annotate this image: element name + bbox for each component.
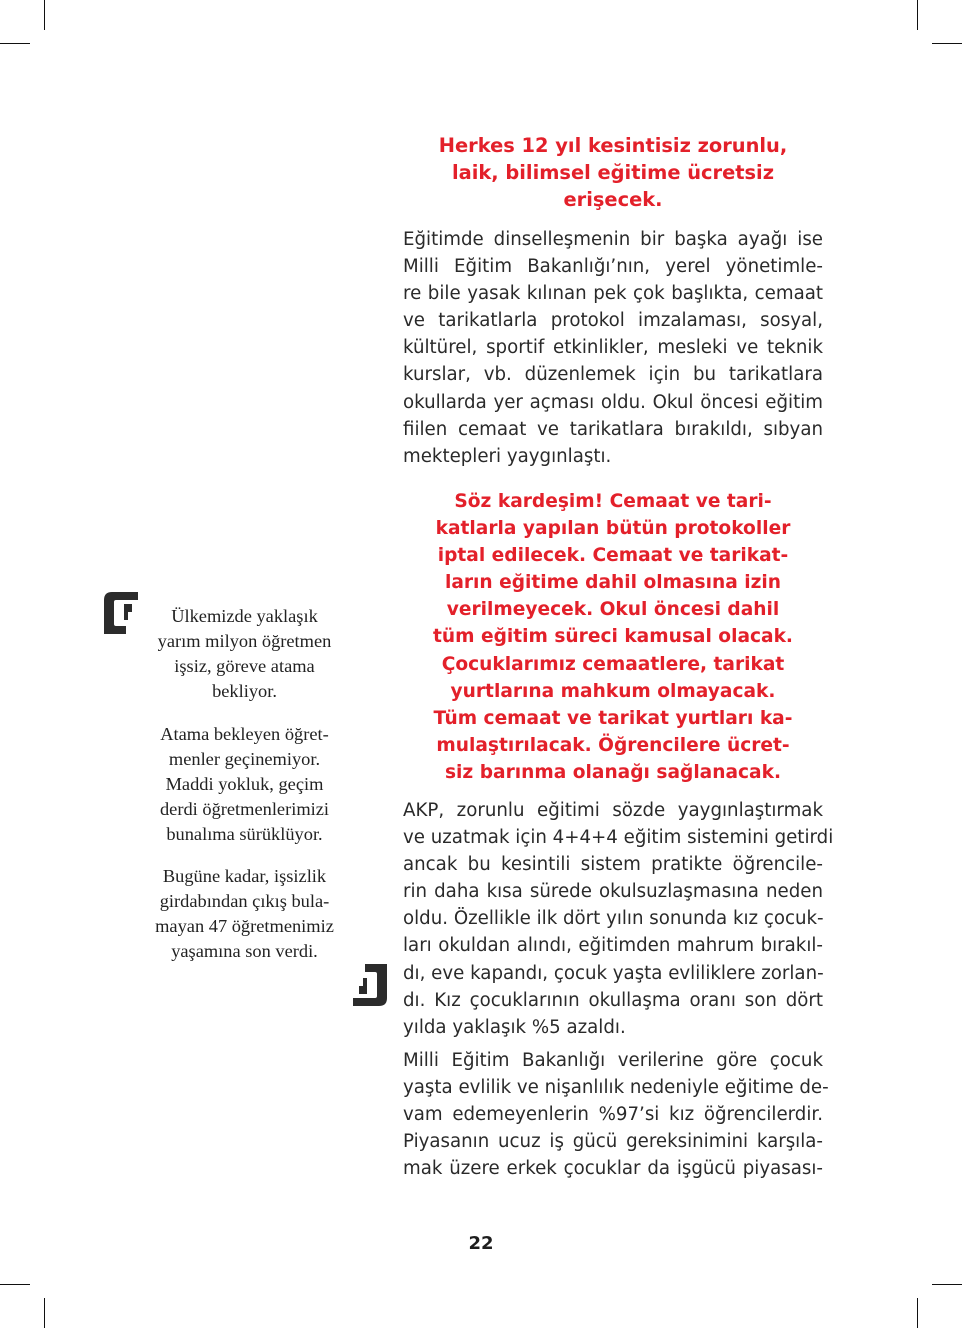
pull-quote-line: girdabından çıkış bula- [159, 891, 330, 911]
page-number: 22 [468, 1233, 494, 1254]
open-quote-icon [102, 590, 140, 636]
paragraph-line: rin daha kısa sürede okulsuzlaşmasına neden [403, 881, 823, 903]
heading-line: tüm eğitim süreci kamusal olacak. [432, 626, 793, 648]
crop-mark-tr-horizontal [932, 43, 962, 44]
crop-mark-br-vertical [917, 1298, 918, 1328]
paragraph-line: yaşta evlilik ve nişanlılık nedeniyle eğitime de- [403, 1077, 829, 1099]
crop-mark-br-horizontal [932, 1284, 962, 1285]
heading-line: erişecek. [563, 187, 663, 211]
pull-quote-line: Bugüne kadar, işsizlik [162, 866, 327, 886]
paragraph-meb-data [403, 1047, 829, 1182]
pull-quote-line: Atama bekleyen öğret- [160, 724, 329, 744]
heading-line: iptal edilecek. Cemaat ve tarikat- [437, 545, 789, 567]
paragraph-akp-444 [403, 797, 834, 1041]
crop-mark-bl-vertical [44, 1298, 45, 1328]
pull-quote-line: işsiz, göreve atama [174, 656, 315, 676]
paragraph-line: ve uzatmak için 4+4+4 eğitim sistemini getirdi [403, 827, 834, 849]
paragraph-line: Piyasanın ucuz iş gücü gereksinimini karşıla- [403, 1131, 823, 1153]
paragraph-line: kültürel, sportif etkinlikler, mesleki ve teknik [403, 337, 823, 359]
pull-quote-paragraph [142, 604, 347, 704]
pull-quote-paragraph [142, 864, 347, 964]
paragraph-line: dı, eve kapandı, çocuk yaşta evliliklere zorlan- [403, 962, 824, 984]
heading-line: siz barınma olanağı sağlanacak. [444, 761, 782, 783]
heading-line: verilmeyecek. Okul öncesi dahil [446, 599, 780, 621]
pull-quote-paragraph [142, 722, 347, 847]
heading-line: Söz kardeşim! Cemaat ve tari- [454, 491, 772, 512]
paragraph-line: ve tarikatlarla protokol imzalaması, sosyal, [403, 310, 823, 332]
paragraph-line: kurslar, vb. düzenlemek için bu tarikatlara [403, 364, 823, 386]
heading-free-education [403, 133, 823, 213]
paragraph-line: Milli Eğitim Bakanlığı verilerine göre çocuk [403, 1050, 823, 1071]
paragraph-line: ları okuldan alındı, eğitimden mahrum bırakıl- [403, 935, 823, 957]
crop-mark-bl-horizontal [0, 1284, 30, 1285]
pull-quote-line: yarım milyon öğretmen [157, 631, 332, 651]
paragraph-line: dı. Kız çocuklarının okullaşma oranı son dört [403, 989, 823, 1011]
pull-quote [142, 604, 347, 964]
pull-quote-line: yaşamına son verdi. [171, 941, 318, 961]
paragraph-line: AKP, zorunlu eğitimi sözde yaygınlaştırmak [403, 800, 823, 821]
paragraph-line: Milli Eğitim Bakanlığı’nın, yerel yönetimle- [403, 256, 823, 278]
paragraph-line: re bile yasak kılınan pek çok başlıkta, cemaat [403, 283, 823, 305]
crop-mark-tr-vertical [917, 0, 918, 30]
heading-line: laik, bilimsel eğitime ücretsiz [452, 160, 774, 184]
pull-quote-line: menler geçinemiyor. [168, 749, 321, 769]
pull-quote-line: bunalıma sürüklüyor. [166, 824, 323, 844]
paragraph-line: fiilen cemaat ve tarikatlara bırakıldı, sıbyan [403, 418, 823, 440]
heading-line: katlarla yapılan bütün protokoller [435, 518, 791, 540]
pull-quote-line: mayan 47 öğretmenimiz [155, 916, 334, 936]
paragraph-line: oldu. Özellikle ilk dört yılın sonunda kız çocuk- [403, 908, 824, 930]
heading-line: mulaştırılacak. Öğrencilere ücret- [436, 734, 790, 756]
heading-line: yurtlarına mahkum olmayacak. [450, 680, 776, 702]
heading-promise [403, 488, 823, 786]
heading-line: ların eğitime dahil olmasına izin [444, 572, 782, 594]
crop-mark-tl-vertical [44, 0, 45, 30]
paragraph-line: vam edemeyenlerin %97’si kız öğrencilerdir. [403, 1104, 823, 1126]
paragraph-religionization [403, 226, 823, 470]
pull-quote-line: Maddi yokluk, geçim [165, 774, 324, 794]
close-quote-icon [351, 962, 389, 1008]
paragraph-line: yılda yaklaşık %5 azaldı. [403, 1016, 626, 1038]
pull-quote-line: bekliyor. [212, 681, 277, 701]
heading-line: Tüm cemaat ve tarikat yurtları ka- [433, 707, 793, 729]
pull-quote-line: derdi öğretmenlerimizi [159, 799, 330, 819]
paragraph-line: okullarda yer açması oldu. Okul öncesi eğitim [403, 391, 823, 413]
heading-line: Çocuklarımız cemaatlere, tarikat [441, 653, 785, 675]
heading-line: Herkes 12 yıl kesintisiz zorunlu, [438, 134, 788, 157]
paragraph-line: mak üzere erkek çocuklar da işgücü piyasası- [403, 1158, 823, 1180]
pull-quote-line: Ülkemizde yaklaşık [171, 606, 318, 626]
paragraph-line: ancak bu kesintili sistem pratikte öğrencile- [403, 854, 823, 876]
paragraph-line: mektepleri yaygınlaştı. [403, 445, 612, 467]
crop-mark-tl-horizontal [0, 43, 30, 44]
paragraph-line: Eğitimde dinselleşmenin bir başka ayağı ise [403, 229, 823, 250]
